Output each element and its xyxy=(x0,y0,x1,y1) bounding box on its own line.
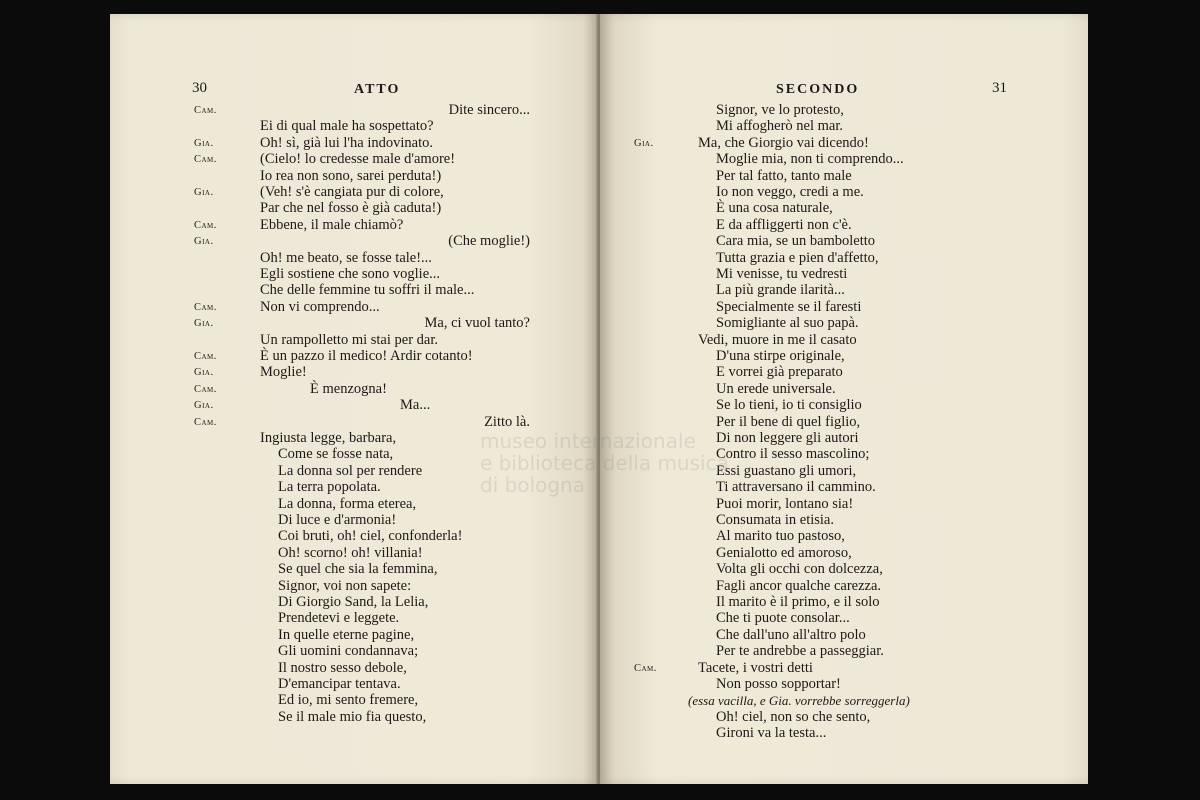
verse-line xyxy=(600,168,1088,185)
verse-text: Volta gli occhi con dolcezza, xyxy=(716,561,883,578)
right-page-number: 31 xyxy=(992,80,1007,96)
speaker-label: Gia. xyxy=(194,187,214,198)
verse-text: Signor, ve lo protesto, xyxy=(716,102,844,118)
verse-text: Ed io, mi sento fremere, xyxy=(278,692,419,709)
verse-line xyxy=(110,709,598,726)
speaker-label: Cam. xyxy=(194,301,217,313)
verse-text: Signor, voi non sapete: xyxy=(278,577,412,594)
verse-line xyxy=(110,676,598,693)
right-page-header: SECONDO xyxy=(776,82,860,97)
verse-line xyxy=(600,610,1088,627)
verse-line xyxy=(600,578,1088,595)
verse-text: La donna, forma eterea, xyxy=(278,495,417,512)
verse-line xyxy=(600,627,1088,644)
verse-line xyxy=(110,545,598,562)
verse-line xyxy=(110,348,598,365)
verse-line xyxy=(110,627,598,644)
verse-text: Ma... xyxy=(400,397,431,414)
verse-line xyxy=(600,676,1088,693)
verse-text: Di Giorgio Sand, la Lelia, xyxy=(278,594,429,610)
verse-text: Ingiusta legge, barbara, xyxy=(260,430,397,446)
verse-line xyxy=(110,102,598,119)
verse-line xyxy=(600,282,1088,299)
verse-line xyxy=(110,610,598,627)
verse-text: Ma, ci vuol tanto? xyxy=(424,315,530,332)
verse-line xyxy=(600,250,1088,267)
verse-text: Mi venisse, tu vedresti xyxy=(716,266,848,282)
verse-text: Se lo tieni, io ti consiglio xyxy=(716,397,862,414)
verse-line xyxy=(600,200,1088,217)
verse-text: (essa vacilla, e Gia. vorrebbe sorreggerla) xyxy=(688,693,910,709)
speaker-label: Cam. xyxy=(194,105,217,116)
verse-line xyxy=(110,381,598,398)
verse-text: Coi bruti, oh! ciel, confonderla! xyxy=(278,528,463,545)
verse-line xyxy=(600,348,1088,365)
verse-line xyxy=(600,184,1088,201)
verse-text: Il nostro sesso debole, xyxy=(278,659,407,676)
speaker-label: Gia. xyxy=(194,318,214,330)
verse-line xyxy=(600,545,1088,562)
verse-line xyxy=(110,184,598,201)
verse-line xyxy=(110,266,598,283)
verse-text: Come se fosse nata, xyxy=(278,446,394,463)
verse-text: Contro il sesso mascolino; xyxy=(716,446,870,463)
verse-text: Oh! me beato, se fosse tale!... xyxy=(260,249,432,266)
verse-text: In quelle eterne pagine, xyxy=(278,626,415,643)
verse-text: È menzogna! xyxy=(310,380,387,397)
verse-text: Par che nel fosso è già caduta!) xyxy=(260,200,442,217)
verse-text: Gli uomini condannava; xyxy=(278,643,419,660)
speaker-label: Gia. xyxy=(194,367,214,379)
verse-line xyxy=(600,660,1088,677)
speaker-label: Gia. xyxy=(634,137,654,149)
speaker-label: Cam. xyxy=(634,662,657,674)
verse-line xyxy=(110,643,598,660)
verse-text: Di non leggere gli autori xyxy=(716,430,859,446)
speaker-label: Cam. xyxy=(194,416,217,428)
verse-line xyxy=(110,233,598,250)
verse-text: Genialotto ed amoroso, xyxy=(716,544,852,561)
verse-text: Che ti puote consolar... xyxy=(716,610,850,627)
verse-text: È un pazzo il medico! Ardir cotanto! xyxy=(260,348,473,364)
verse-line xyxy=(600,332,1088,349)
verse-line xyxy=(110,561,598,578)
verse-line xyxy=(110,168,598,185)
verse-line xyxy=(110,578,598,595)
verse-text: Prendetevi e leggete. xyxy=(278,610,400,627)
verse-line xyxy=(600,217,1088,234)
verse-text: Ebbene, il male chiamò? xyxy=(260,216,404,233)
verse-line xyxy=(110,660,598,677)
speaker-label: Gia. xyxy=(194,236,214,248)
verse-line xyxy=(110,397,598,414)
verse-text: Io non veggo, credi a me. xyxy=(716,184,864,200)
verse-text: D'emancipar tentava. xyxy=(278,676,401,692)
verse-text: Oh! ciel, non so che sento, xyxy=(716,708,871,725)
verse-text: Oh! sì, già lui l'ha indovinato. xyxy=(260,134,433,151)
speaker-label: Cam. xyxy=(194,383,217,395)
verse-line xyxy=(600,512,1088,529)
verse-text: (Veh! s'è cangiata pur di colore, xyxy=(260,184,444,200)
speaker-label: Cam. xyxy=(194,219,217,231)
verse-text: (Cielo! lo credesse male d'amore! xyxy=(260,151,456,168)
verse-line xyxy=(600,594,1088,611)
verse-text: Di luce e d'armonia! xyxy=(278,512,397,528)
verse-line xyxy=(110,364,598,381)
verse-text: Zitto là. xyxy=(484,413,530,430)
verse-text: Al marito tuo pastoso, xyxy=(716,528,845,545)
verse-text: Specialmente se il faresti xyxy=(716,298,862,315)
left-page xyxy=(110,14,598,784)
verse-line xyxy=(600,397,1088,414)
verse-text: Se quel che sia la femmina, xyxy=(278,561,438,578)
verse-text: Fagli ancor qualche carezza. xyxy=(716,577,882,594)
verse-line xyxy=(600,643,1088,660)
verse-text: Somigliante al suo papà. xyxy=(716,315,859,332)
verse-text: Oh! scorno! oh! villania! xyxy=(278,544,423,561)
verse-text: Per tal fatto, tanto male xyxy=(716,167,852,184)
speaker-label: Cam. xyxy=(194,154,217,166)
verse-text: Non posso sopportar! xyxy=(716,676,841,692)
verse-text: (Che moglie!) xyxy=(448,233,530,250)
verse-text: Io rea non sono, sarei perduta!) xyxy=(260,167,442,184)
verse-line xyxy=(110,299,598,316)
verse-line xyxy=(110,332,598,349)
verse-line xyxy=(600,528,1088,545)
verse-text: E vorrei già preparato xyxy=(716,364,843,381)
verse-line xyxy=(110,528,598,545)
verse-text: La donna sol per rendere xyxy=(278,462,423,479)
verse-line xyxy=(110,496,598,513)
verse-text: Un erede universale. xyxy=(716,380,836,397)
verse-text: Cara mia, se un bamboletto xyxy=(716,233,876,250)
verse-text: Se il male mio fia questo, xyxy=(278,708,427,725)
verse-text: Non vi comprendo... xyxy=(260,298,380,315)
verse-text: Tutta grazia e pien d'affetto, xyxy=(716,249,879,266)
verse-line xyxy=(110,692,598,709)
verse-line xyxy=(110,217,598,234)
verse-text: La terra popolata. xyxy=(278,479,381,496)
verse-line xyxy=(110,282,598,299)
verse-text: Moglie mia, non ti comprendo... xyxy=(716,151,904,168)
verse-text: Consumata in etisia. xyxy=(716,512,834,528)
verse-text: Moglie! xyxy=(260,364,307,381)
verse-line xyxy=(110,594,598,611)
verse-text: Essi guastano gli umori, xyxy=(716,462,857,479)
verse-text: Puoi morir, lontano sia! xyxy=(716,495,854,512)
verse-line xyxy=(600,118,1088,135)
library-watermark: museo internazionale e biblioteca della musica di bologna xyxy=(480,429,729,497)
verse-line xyxy=(110,250,598,267)
verse-line xyxy=(600,102,1088,119)
verse-text: Che dall'uno all'altro polo xyxy=(716,626,866,643)
verse-line xyxy=(600,496,1088,513)
verse-line xyxy=(600,561,1088,578)
verse-text: Ei di qual male ha sospettato? xyxy=(260,118,434,135)
verse-text: Tacete, i vostri detti xyxy=(698,659,813,676)
verse-line xyxy=(600,381,1088,398)
verse-text: La più grande ilarità... xyxy=(716,282,845,299)
verse-line xyxy=(600,135,1088,152)
verse-text: Ma, che Giorgio vai dicendo! xyxy=(698,134,869,151)
verse-line xyxy=(110,151,598,168)
verse-line xyxy=(600,692,1088,709)
verse-text: Egli sostiene che sono voglie... xyxy=(260,266,441,282)
verse-line xyxy=(600,315,1088,332)
verse-line xyxy=(600,364,1088,381)
verse-line xyxy=(600,709,1088,726)
verse-text: E da affliggerti non c'è. xyxy=(716,216,852,233)
speaker-label: Gia. xyxy=(194,400,214,412)
left-page-header: ATTO xyxy=(354,82,401,97)
verse-line xyxy=(110,200,598,217)
right-page xyxy=(600,14,1088,784)
verse-text: Mi affogherò nel mar. xyxy=(716,118,843,135)
verse-line xyxy=(600,299,1088,316)
left-page-number: 30 xyxy=(192,80,207,96)
verse-line xyxy=(600,266,1088,283)
verse-line xyxy=(600,233,1088,250)
speaker-label: Gia. xyxy=(194,137,214,149)
verse-text: Ti attraversano il cammino. xyxy=(716,479,876,496)
verse-text: Vedi, muore in me il casato xyxy=(698,331,857,348)
verse-text: Che delle femmine tu soffri il male... xyxy=(260,282,475,299)
verse-text: È una cosa naturale, xyxy=(716,200,833,217)
verse-text: Dite sincero... xyxy=(448,102,530,118)
verse-text: Un rampolletto mi stai per dar. xyxy=(260,331,438,348)
speaker-label: Cam. xyxy=(194,351,217,362)
verse-line xyxy=(110,118,598,135)
verse-line xyxy=(110,135,598,152)
verse-line xyxy=(600,151,1088,168)
verse-line xyxy=(110,315,598,332)
verse-line xyxy=(600,725,1088,742)
verse-text: Per il bene di quel figlio, xyxy=(716,413,861,430)
verse-text: D'una stirpe originale, xyxy=(716,348,845,364)
verse-text: Gironi va la testa... xyxy=(716,725,827,742)
verse-line xyxy=(110,512,598,529)
verse-text: Il marito è il primo, e il solo xyxy=(716,594,880,610)
verse-text: Per te andrebbe a passeggiar. xyxy=(716,643,884,660)
